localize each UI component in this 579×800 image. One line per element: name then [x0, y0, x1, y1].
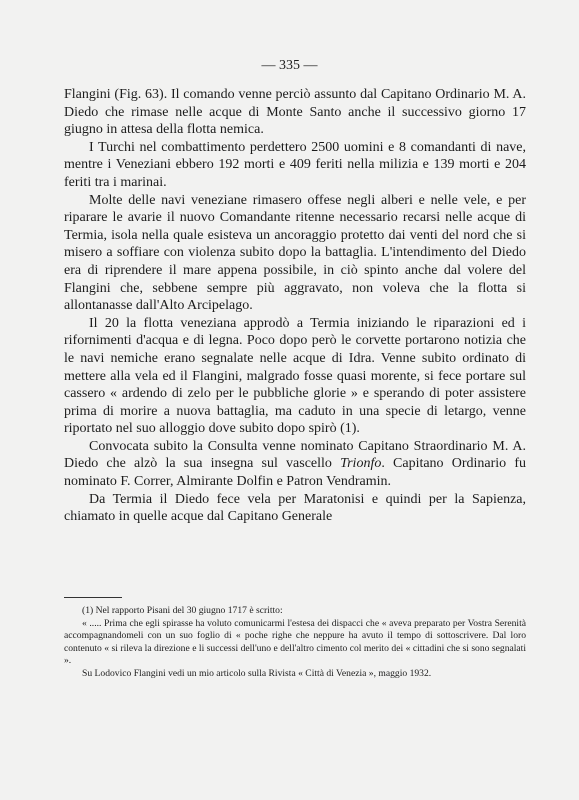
footnotes: [64, 605, 526, 680]
paragraph: Flangini (Fig. 63). Il comando venne perciò assunto dal Capitano Ordinario M. A. Diedo che rimase nelle acque di Monte Santo anche il successivo giorno 17 giugno in attesa della flotta nemica.: [64, 87, 526, 138]
footnote-quote: « ..... Prima che egli spirasse ha voluto comunicarmi l'estesa dei dispacci che « aveva preparato per Vostra Serenità accompagnandomeli con un suo foglio di « poche righe che neppure ha avuto il tempo di sottoscrivere. Dal loro contenuto « si rileva la direzione e li successi dell'uno e dell'altro cimento col merito dei « cittadini che si sono segnalati ».: [64, 617, 526, 666]
paragraph: Il 20 la flotta veneziana approdò a Termia iniziando le riparazioni ed i rifornimenti d'acqua e di legna. Poco dopo però le corvette portarono notizia che le navi nemiche erano segnalate nelle acque di Idra. Venne subito ordinato di mettere alla vela ed il Flangini, malgrado fosse quasi morente, si fece portare sul cassero « ardendo di zelo per le pubbliche glorie » e sperando di poter assistere prima di morire a nuova battaglia, ma caduto in una specie di letargo, venne riportato nel suo alloggio dove subito dopo spirò (1).: [64, 315, 526, 437]
ship-name: Trionfo: [340, 456, 382, 472]
page-number: — 335 —: [261, 58, 318, 73]
paragraph: Molte delle navi veneziane rimasero offese negli alberi e nelle vele, e per riparare le avarie il nuovo Comandante ritenne necessario recarsi nelle acque di Termia, isola nella quale esisteva un ancoraggio protetto dai venti del nord che si misero a soffiare con violenza subito dopo la battaglia. L'intendimento del Diedo era di riprendere il mare appena possibile, in ciò spinto anche dal volere del Flangini che, sebbene sempre più aggravato, non voleva che la flotta si allontanasse dall'Alto Arcipelago.: [64, 192, 526, 314]
footnote: (1) Nel rapporto Pisani del 30 giugno 1717 è scritto:: [82, 605, 283, 616]
paragraph: I Turchi nel combattimento perdettero 2500 uomini e 8 comandanti di nave, mentre i Veneziani ebbero 192 morti e 409 feriti nella milizia e 139 morti e 204 feriti tra i marinai.: [64, 139, 526, 190]
footnote: Su Lodovico Flangini vedi un mio articolo sulla Rivista « Città di Venezia », maggio 1932.: [82, 667, 432, 679]
footnote-divider: [64, 597, 122, 598]
paragraph: Convocata subito la Consulta venne nominato Capitano Straordinario M. A. Diedo che alzò la sua insegna sul vascello Trionfo. Capitano Ordinario fu nominato F. Correr, Almirante Dolfin e Patron Vendramin.: [64, 438, 526, 490]
paragraph: Da Termia il Diedo fece vela per Maratonisi e quindi per la Sapienza, chiamato in quelle acque dal Capitano Generale: [64, 491, 526, 525]
body-text: [64, 86, 526, 526]
